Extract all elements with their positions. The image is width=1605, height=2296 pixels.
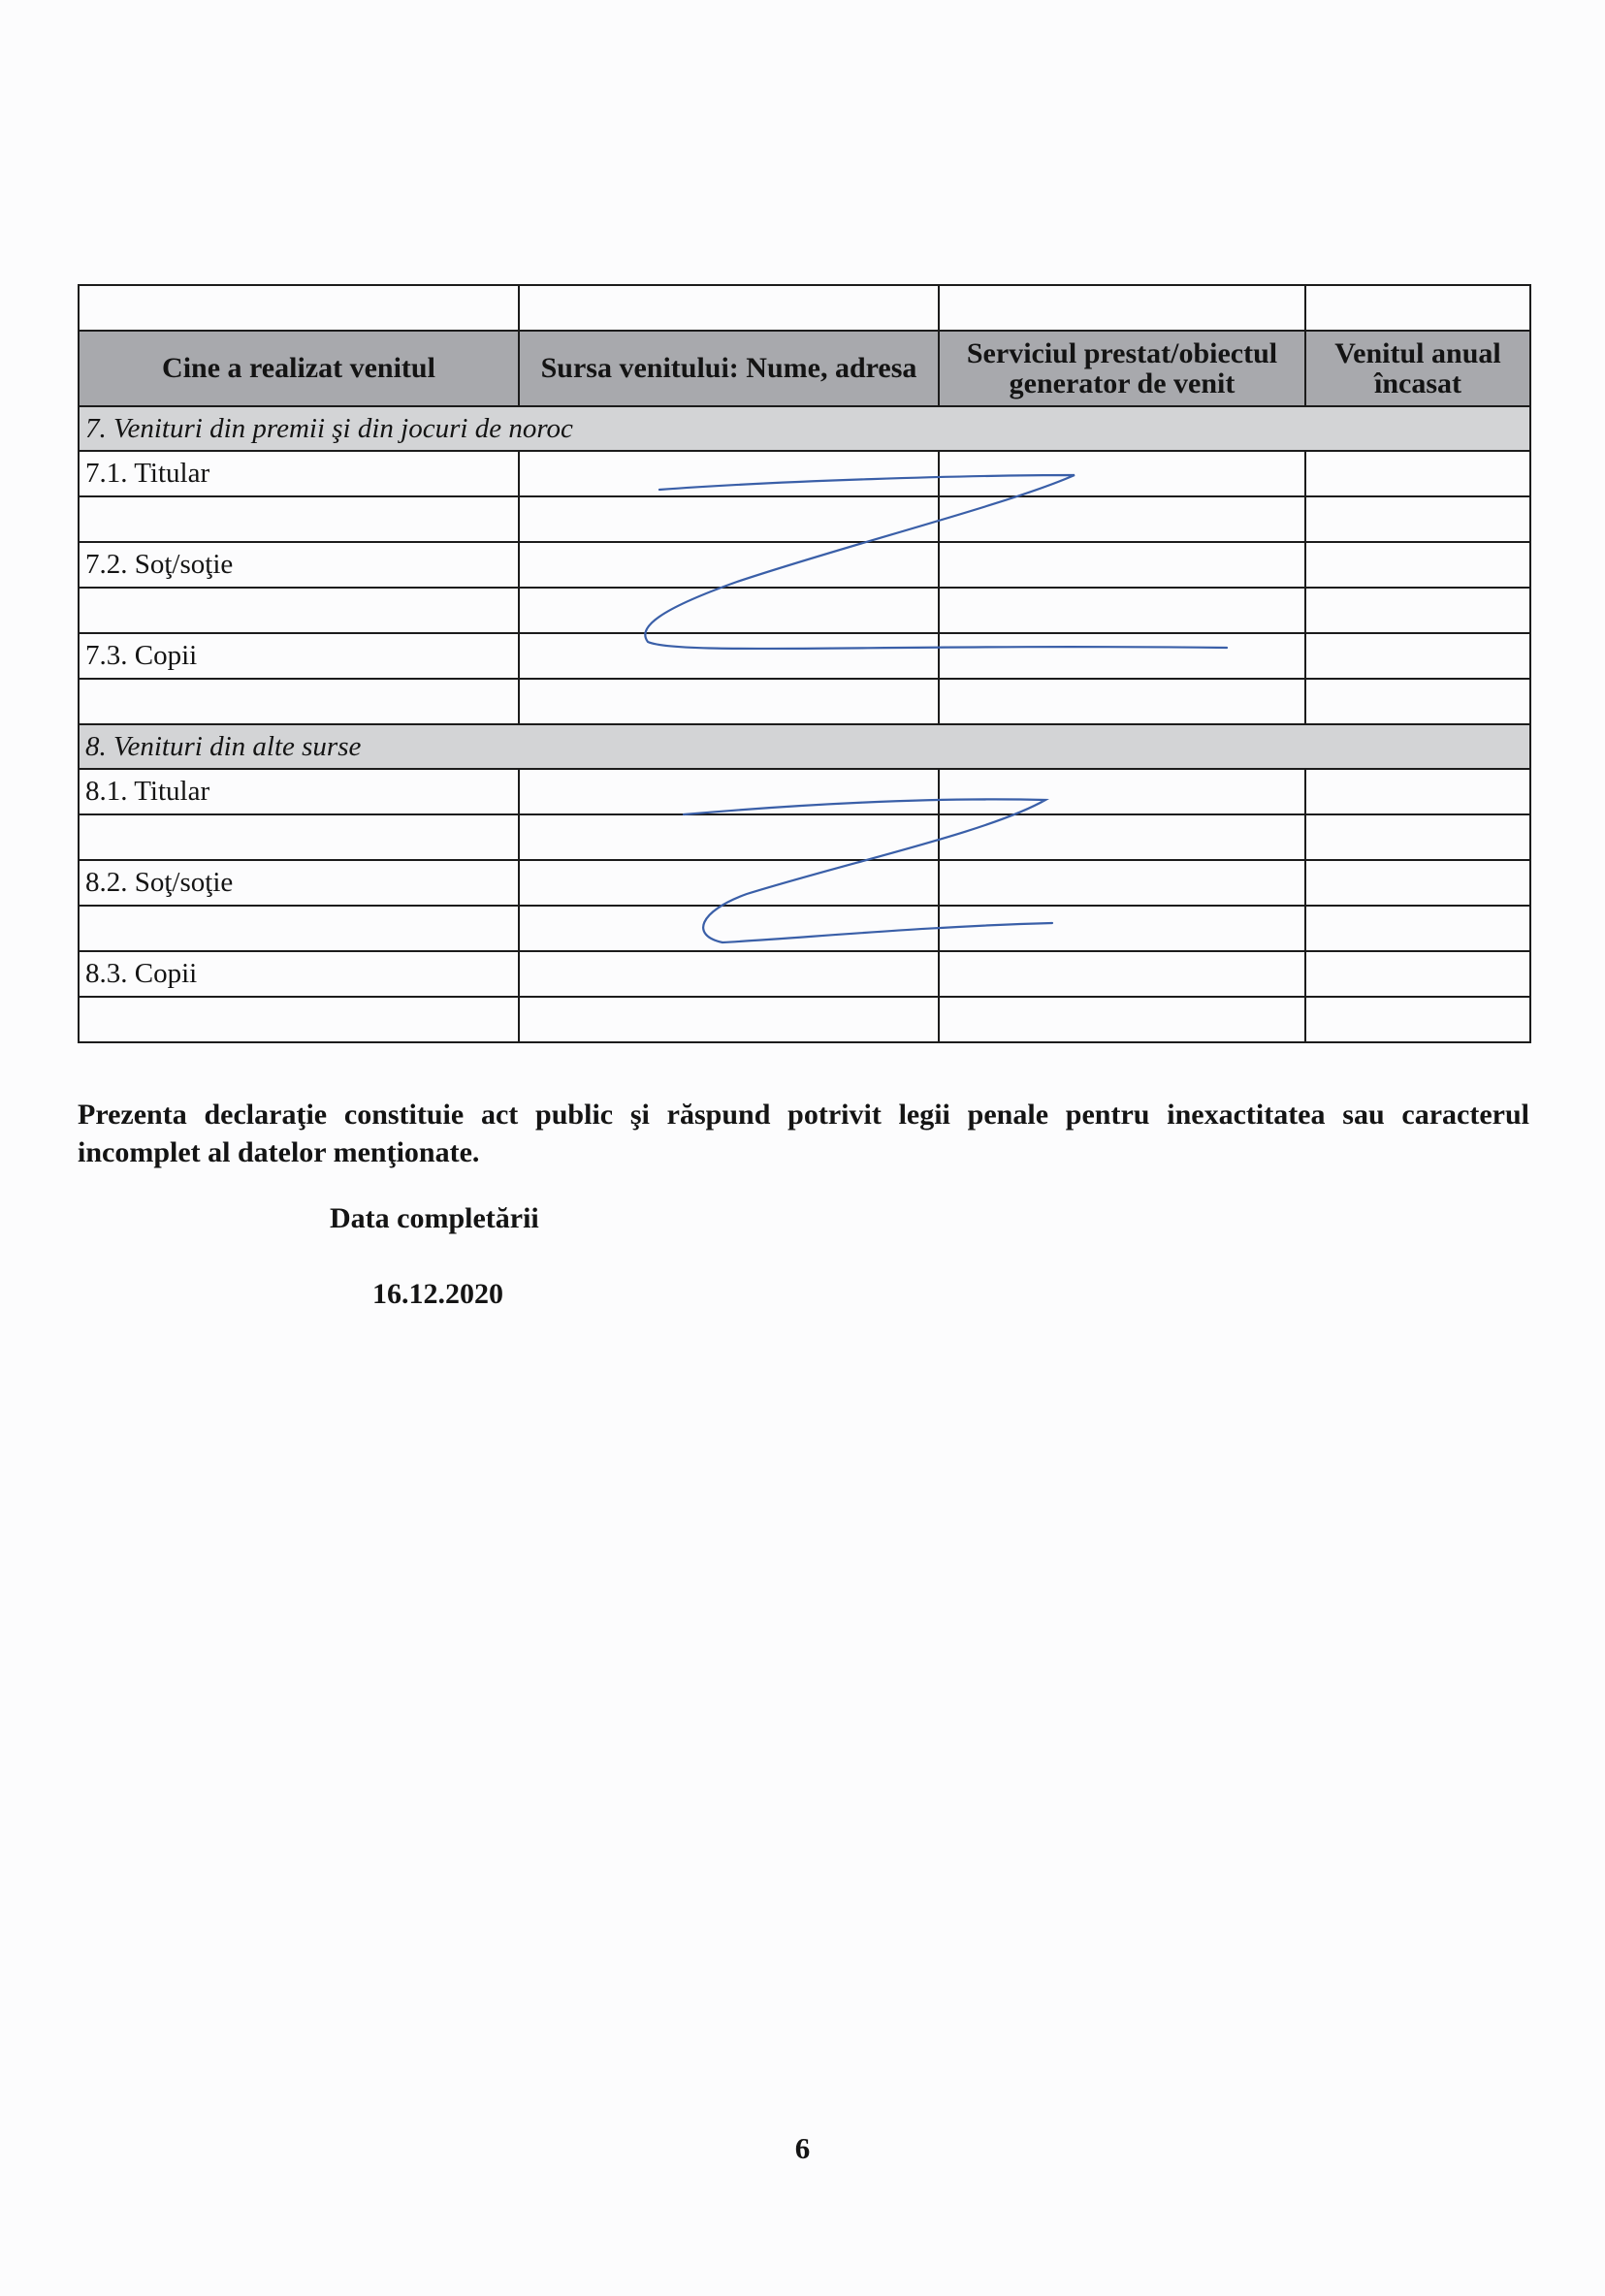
declaration-statement: Prezenta declaraţie constituie act public şi răspund potrivit legii penale pentru inexactitatea sau caracterul incomplet al datelor menţionate. [78,1099,1529,1168]
table-cell [519,860,939,906]
table-cell [1305,951,1530,997]
table-cell [79,588,519,633]
table-cell [1305,542,1530,588]
table-header-row [79,331,1530,406]
section-header-other-sources [79,724,1530,769]
table-row [79,860,1530,906]
table-cell [1305,860,1530,906]
table-row [79,496,1530,542]
table-cell [939,769,1305,814]
column-header-annual-income: Venitul anual încasat [1305,331,1530,406]
table-cell [939,451,1305,496]
row-label: 8.2. Soţ/soţie [79,860,519,906]
table-cell [939,860,1305,906]
table-row [79,542,1530,588]
table-cell [1305,451,1530,496]
table-cell [519,679,939,724]
table-cell [939,633,1305,679]
table-cell [519,496,939,542]
table-cell [939,951,1305,997]
table-cell [939,814,1305,860]
table-cell [519,451,939,496]
table-row [79,951,1530,997]
table-cell [519,633,939,679]
table-cell [519,951,939,997]
table-cell [519,588,939,633]
table-cell [519,997,939,1042]
table-cell [1305,906,1530,951]
table-cell [519,285,939,331]
table-cell [1305,679,1530,724]
table-cell [939,588,1305,633]
table-row [79,451,1530,496]
table-row [79,769,1530,814]
table-cell [1305,814,1530,860]
table-cell [1305,496,1530,542]
section-title: 8. Venituri din alte surse [79,724,1530,769]
table-cell [519,906,939,951]
table-cell [79,285,519,331]
column-header-service: Serviciul prestat/obiectul generator de venit [939,331,1305,406]
table-cell [79,679,519,724]
row-label: 7.2. Soţ/soţie [79,542,519,588]
table-cell [519,814,939,860]
table-row [79,679,1530,724]
section-title: 7. Venituri din premii şi din jocuri de noroc [79,406,1530,451]
column-header-source: Sursa venitului: Nume, adresa [519,331,939,406]
table-cell [939,542,1305,588]
table-cell [939,997,1305,1042]
table-cell [939,285,1305,331]
table-cell [1305,285,1530,331]
table-cell [1305,633,1530,679]
table-cell [519,542,939,588]
row-label: 8.1. Titular [79,769,519,814]
column-header-who: Cine a realizat venitul [79,331,519,406]
table-cell [939,679,1305,724]
table-cell [79,997,519,1042]
table-cell [1305,588,1530,633]
page-number: 6 [794,2131,811,2165]
table-row [79,906,1530,951]
table-row [79,814,1530,860]
table-cell [79,814,519,860]
row-label: 7.3. Copii [79,633,519,679]
income-table [78,284,1531,1043]
table-row [79,997,1530,1042]
table-cell [939,906,1305,951]
table-cell [1305,997,1530,1042]
table-cell [939,496,1305,542]
table-cell [79,906,519,951]
row-label: 8.3. Copii [79,951,519,997]
table-row [79,633,1530,679]
completion-date-label: Data completării [330,1202,539,1234]
row-label: 7.1. Titular [79,451,519,496]
table-row [79,285,1530,331]
table-cell [519,769,939,814]
section-header-prizes [79,406,1530,451]
table-row [79,588,1530,633]
table-cell [1305,769,1530,814]
table-cell [79,496,519,542]
completion-date-value: 16.12.2020 [372,1278,503,1310]
